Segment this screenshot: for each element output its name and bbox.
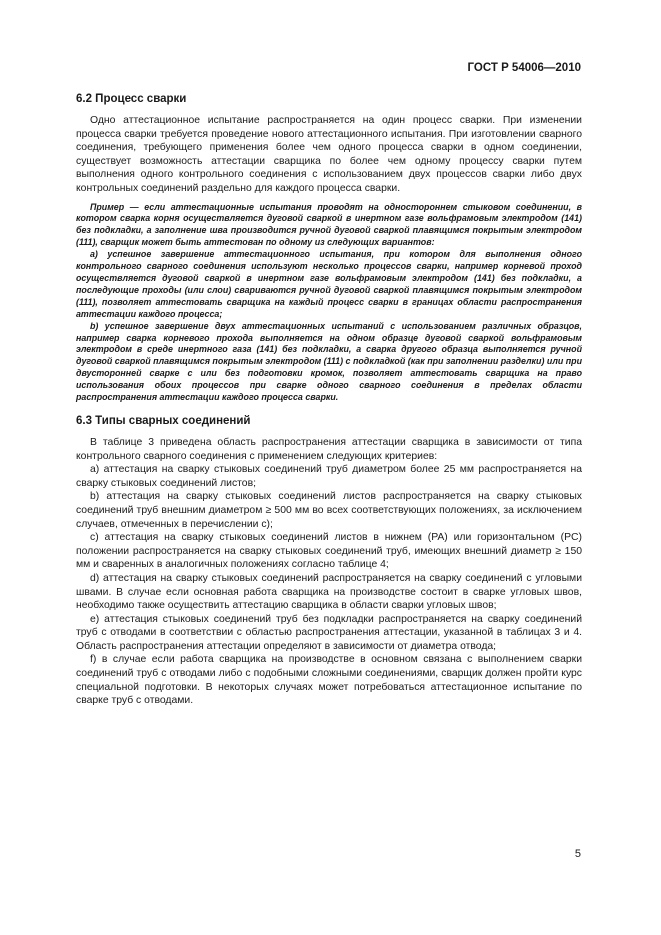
- criteria-item-d: d) аттестация на сварку стыковых соединений распространяется на сварку соединений с угловыми швами. В случае если основная работа сварщика на производстве состоит в сварке угловых швов, необходимо также осуществить аттестацию сварщика в области сварки угловых швов;: [76, 572, 582, 612]
- page-content: [76, 92, 582, 708]
- criteria-item-c: c) аттестация на сварку стыковых соединений листов в нижнем (PA) или горизонтальном (PC) положении распространяется на сварку стыковых соединений труб, имеющих внешний диаметр ≥ 150 мм и сваренных в аналогичных положениях согласно таблице 4;: [76, 532, 582, 571]
- page-number: 5: [574, 848, 581, 860]
- example-intro: Пример — если аттестационные испытания проводят на одностороннем стыковом соединении, в котором сварка корня осуществляется дуговой сваркой в инертном газе вольфрамовым электродом (141) без подкладки, а заполнение шва производится ручной дуговой сваркой плавящимся покрытым электродом (111), сварщик может быть аттестован по одному из следующих вариантов:: [76, 201, 582, 248]
- criteria-item-b: b) аттестация на сварку стыковых соединений листов распространяется на сварку стыковых соединений труб внешним диаметром ≥ 500 мм во всех соответствующих положениях, за исключением случаев, отмеченных в перечислении c);: [76, 491, 582, 530]
- example-item-b: b) успешное завершение двух аттестационных испытаний с использованием различных образцов, например сварка корневого прохода выполняется на одном образце дуговой сваркой вольфрамовым электродом в среде инертного газа (141) без подкладки, а сварка другого образца выполняется ручной дуговой сваркой плавящимся покрытым электродом (111) с подкладкой (как при заполнении разделки) или при двусторонней сварке с или без подготовки кромок, позволяет аттестовать сварщика на право использования обоих процессов при сварке одного сварного соединения в пределах области распространения аттестации каждого процесса сварки.: [76, 320, 582, 403]
- section-6-3-intro: В таблице 3 приведена область распространения аттестации сварщика в зависимости от типа контрольного сварного соединения с применением следующих критериев:: [76, 436, 582, 462]
- example-item-a: a) успешное завершение аттестационного испытания, при котором для выполнения одного контрольного сварного соединения используют несколько процессов сварки, например корневой проход осуществляется дуговой сваркой в инертном газе вольфрамовым электродом (141) без подкладки, а последующие проходы (или слои) свариваются ручной дуговой сваркой плавящимся покрытым электродом (111), позволяет аттестовать сварщика на каждый процесс сварки в границах области распространения аттестации каждого процесса;: [76, 249, 582, 319]
- criteria-item-f: f) в случае если работа сварщика на производстве в основном связана с выполнением сварки соединений труб с отводами либо с подобными сложными соединениями, сварщик должен пройти курс специальной подготовки. В некоторых случаях может потребоваться аттестационное испытание по сварке труб с отводами.: [76, 654, 582, 707]
- section-6-2-paragraph: Одно аттестационное испытание распространяется на один процесс сварки. При изменении процесса сварки требуется проведение нового аттестационного испытания. При изготовлении сварного соединения, требующего применения более чем одного процесса сварки в одном соединении, существует возможность аттестации сварщика по более чем одному процессу сварки путем выполнения одного контрольного соединения с использованием двух процессов сварки либо двух контрольных соединений раздельно для каждого процесса сварки.: [76, 115, 582, 194]
- criteria-item-e: e) аттестация стыковых соединений труб без подкладки распространяется на сварку соединений труб с отводами в соответствии с областью распространения аттестации, указанной в таблицах 3 и 4. Область распространения аттестации определяют в зависимости от диаметра отвода;: [76, 613, 582, 652]
- standard-code: ГОСТ Р 54006—2010: [467, 62, 581, 74]
- section-gap: [76, 404, 582, 414]
- criteria-item-a: a) аттестация на сварку стыковых соединений труб диаметром более 25 мм распространяется на сварку стыковых соединений листов;: [76, 464, 582, 489]
- section-6-2-title: 6.2 Процесс сварки: [76, 93, 187, 105]
- section-6-3-title: 6.3 Типы сварных соединений: [76, 414, 251, 427]
